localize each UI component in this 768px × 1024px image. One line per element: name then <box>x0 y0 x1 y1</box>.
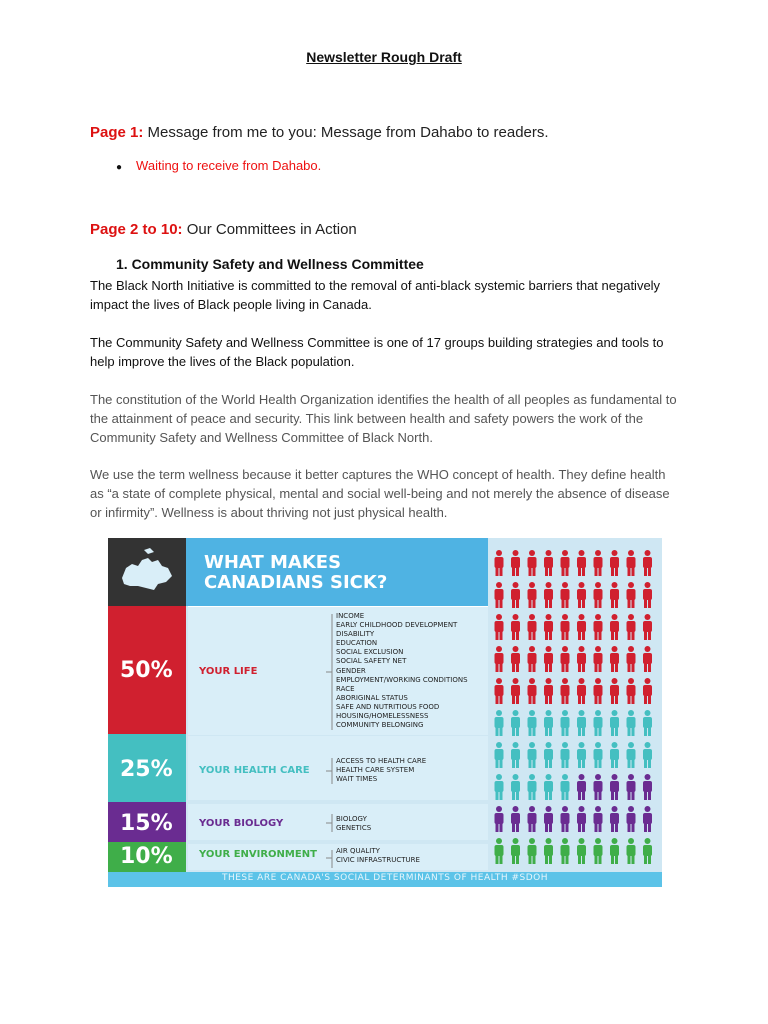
items-health-care <box>336 757 426 784</box>
person-figure-icon <box>643 838 652 864</box>
person-figure-icon <box>643 806 652 832</box>
person-figure-icon <box>511 550 520 576</box>
person-figure-icon <box>561 550 570 576</box>
person-figure-icon <box>544 646 553 672</box>
person-figure-icon <box>594 710 603 736</box>
person-figure-icon <box>544 678 553 704</box>
percent-biology: 15% <box>120 811 173 836</box>
person-figure-icon <box>561 742 570 768</box>
footer-bar <box>108 872 662 887</box>
person-figure-icon <box>610 838 619 864</box>
page2-label: Page 2 to 10: <box>90 221 183 238</box>
person-figure-icon <box>577 582 586 608</box>
person-figure-icon <box>594 678 603 704</box>
list-item: EMPLOYMENT/WORKING CONDITIONS <box>336 675 468 684</box>
percent-health-care: 25% <box>120 757 173 782</box>
person-figure-icon <box>643 614 652 640</box>
map-cell <box>108 538 186 606</box>
list-item: ABORIGINAL STATUS <box>336 693 408 702</box>
person-figure-icon <box>627 582 636 608</box>
paragraph: The Community Safety and Wellness Committee is one of 17 groups building strategies and tools to help improve the lives of the Black population. <box>90 335 664 369</box>
person-figure-icon <box>511 582 520 608</box>
person-figure-icon <box>528 614 537 640</box>
person-figure-icon <box>528 774 537 800</box>
list-item: GENDER <box>336 666 366 675</box>
person-figure-icon <box>495 806 504 832</box>
person-figure-icon <box>495 710 504 736</box>
list-item: BIOLOGY <box>336 815 367 823</box>
title-line2: CANADIANS SICK? <box>204 572 388 593</box>
person-figure-icon <box>511 806 520 832</box>
person-figure-icon <box>643 582 652 608</box>
list-item: AIR QUALITY <box>336 847 380 855</box>
person-figure-icon <box>627 614 636 640</box>
person-figure-icon <box>577 742 586 768</box>
person-figure-icon <box>561 838 570 864</box>
person-figure-icon <box>577 774 586 800</box>
person-figure-icon <box>495 742 504 768</box>
label-health-care: YOUR HEALTH CARE <box>199 765 310 776</box>
person-figure-icon <box>511 614 520 640</box>
person-figure-icon <box>577 710 586 736</box>
list-item: EDUCATION <box>336 639 378 648</box>
person-figure-icon <box>495 646 504 672</box>
items-environment <box>336 847 420 865</box>
person-figure-icon <box>643 710 652 736</box>
label-environment: YOUR ENVIRONMENT <box>199 849 317 860</box>
person-figure-icon <box>610 614 619 640</box>
person-figure-icon <box>577 678 586 704</box>
person-figure-icon <box>643 678 652 704</box>
person-figure-icon <box>610 774 619 800</box>
person-figure-icon <box>544 582 553 608</box>
list-item: WAIT TIMES <box>336 775 378 784</box>
person-figure-icon <box>528 646 537 672</box>
list-item: SOCIAL SAFETY NET <box>336 657 407 666</box>
person-figure-icon <box>495 678 504 704</box>
person-figure-icon <box>544 550 553 576</box>
person-figure-icon <box>495 838 504 864</box>
percent-your-life: 50% <box>120 658 173 683</box>
person-figure-icon <box>594 614 603 640</box>
label-your-life: YOUR LIFE <box>199 666 258 677</box>
person-figure-icon <box>610 678 619 704</box>
person-figure-icon <box>594 838 603 864</box>
person-figure-icon <box>561 582 570 608</box>
person-figure-icon <box>627 742 636 768</box>
paragraph: The Black North Initiative is committed to the removal of anti-black systemic barriers that negatively impact the lives of Black people living in Canada. <box>90 278 661 312</box>
list-item: SAFE AND NUTRITIOUS FOOD <box>336 702 440 711</box>
list-item: CIVIC INFRASTRUCTURE <box>336 856 420 865</box>
person-figure-icon <box>643 646 652 672</box>
person-figure-icon <box>511 710 520 736</box>
list-item: RACE <box>336 684 355 693</box>
page1-heading <box>90 124 549 141</box>
person-figure-icon <box>643 742 652 768</box>
person-figure-icon <box>627 710 636 736</box>
person-figure-icon <box>544 742 553 768</box>
person-figure-icon <box>511 838 520 864</box>
person-figure-icon <box>561 614 570 640</box>
person-figure-icon <box>610 742 619 768</box>
person-figure-icon <box>561 774 570 800</box>
person-figure-icon <box>544 838 553 864</box>
person-figure-icon <box>577 550 586 576</box>
person-figure-icon <box>627 550 636 576</box>
infographic <box>108 538 662 887</box>
page2-text: Our Committees in Action <box>182 221 357 238</box>
list-item: HOUSING/HOMELESSNESS <box>336 712 429 721</box>
committee-heading: 1. Community Safety and Wellness Committee <box>116 256 424 272</box>
person-figure-icon <box>528 678 537 704</box>
person-figure-icon <box>544 710 553 736</box>
person-figure-icon <box>511 678 520 704</box>
list-item: HEALTH CARE SYSTEM <box>336 766 415 775</box>
page2-heading <box>90 221 357 238</box>
person-figure-icon <box>495 774 504 800</box>
items-biology <box>336 815 371 833</box>
person-figure-icon <box>511 774 520 800</box>
person-figure-icon <box>528 806 537 832</box>
person-figure-icon <box>495 582 504 608</box>
person-figure-icon <box>561 710 570 736</box>
paragraph: The constitution of the World Health Organization identifies the health of all peoples as fundamental to the attainment of peace and security. This link between health and safety powers the work of the Community Safety and Wellness Committee of Black North. <box>90 392 677 445</box>
person-figure-icon <box>627 678 636 704</box>
person-figure-icon <box>610 646 619 672</box>
person-figure-icon <box>561 806 570 832</box>
person-figure-icon <box>577 614 586 640</box>
person-figure-icon <box>627 646 636 672</box>
person-figure-icon <box>594 774 603 800</box>
person-figure-icon <box>594 582 603 608</box>
title-line1: WHAT MAKES <box>204 552 342 573</box>
person-figure-icon <box>610 550 619 576</box>
person-figure-icon <box>627 838 636 864</box>
paragraph: We use the term wellness because it better captures the WHO concept of health. They define health as “a state of complete physical, mental and social well-being and not merely the absence of disease or infirmity”. Wellness is about thriving not just physical health. <box>90 467 670 520</box>
person-figure-icon <box>511 646 520 672</box>
person-figure-icon <box>544 806 553 832</box>
person-figure-icon <box>594 646 603 672</box>
people-figures <box>491 546 659 872</box>
page1-label: Page 1: <box>90 124 144 141</box>
person-figure-icon <box>544 774 553 800</box>
person-figure-icon <box>643 550 652 576</box>
person-figure-icon <box>511 742 520 768</box>
person-figure-icon <box>528 710 537 736</box>
person-figure-icon <box>610 806 619 832</box>
person-figure-icon <box>495 550 504 576</box>
person-figure-icon <box>610 582 619 608</box>
person-figure-icon <box>594 806 603 832</box>
person-figure-icon <box>577 806 586 832</box>
list-item: ACCESS TO HEALTH CARE <box>336 757 427 765</box>
person-figure-icon <box>544 614 553 640</box>
list-item: EARLY CHILDHOOD DEVELOPMENT <box>336 621 458 630</box>
list-item: DISABILITY <box>336 630 375 639</box>
person-figure-icon <box>528 550 537 576</box>
person-figure-icon <box>627 806 636 832</box>
bullet-icon: ● <box>116 162 123 173</box>
page1-text: Message from me to you: Message from Dahabo to readers. <box>143 124 549 141</box>
footer-text: THESE ARE CANADA'S SOCIAL DETERMINANTS OF HEALTH #SDOH <box>221 873 549 883</box>
list-item: GENETICS <box>336 824 372 833</box>
person-figure-icon <box>577 838 586 864</box>
label-biology: YOUR BIOLOGY <box>199 818 284 829</box>
person-figure-icon <box>627 774 636 800</box>
document-title: Newsletter Rough Draft <box>306 49 462 65</box>
list-item: COMMUNITY BELONGING <box>336 721 424 730</box>
infographic-title <box>186 538 488 606</box>
person-figure-icon <box>610 710 619 736</box>
page1-bullet <box>116 158 321 173</box>
person-figure-icon <box>528 582 537 608</box>
person-figure-icon <box>528 838 537 864</box>
person-figure-icon <box>577 646 586 672</box>
person-figure-icon <box>643 774 652 800</box>
canada-map-icon <box>108 538 186 606</box>
list-item: SOCIAL EXCLUSION <box>336 648 404 657</box>
percent-environment: 10% <box>120 844 173 869</box>
list-item: INCOME <box>336 612 365 620</box>
person-figure-icon <box>594 550 603 576</box>
person-figure-icon <box>561 646 570 672</box>
person-figure-icon <box>528 742 537 768</box>
person-figure-icon <box>495 614 504 640</box>
page1-bullet-text: Waiting to receive from Dahabo. <box>136 158 322 173</box>
person-figure-icon <box>561 678 570 704</box>
person-figure-icon <box>594 742 603 768</box>
items-your-life <box>336 612 468 730</box>
